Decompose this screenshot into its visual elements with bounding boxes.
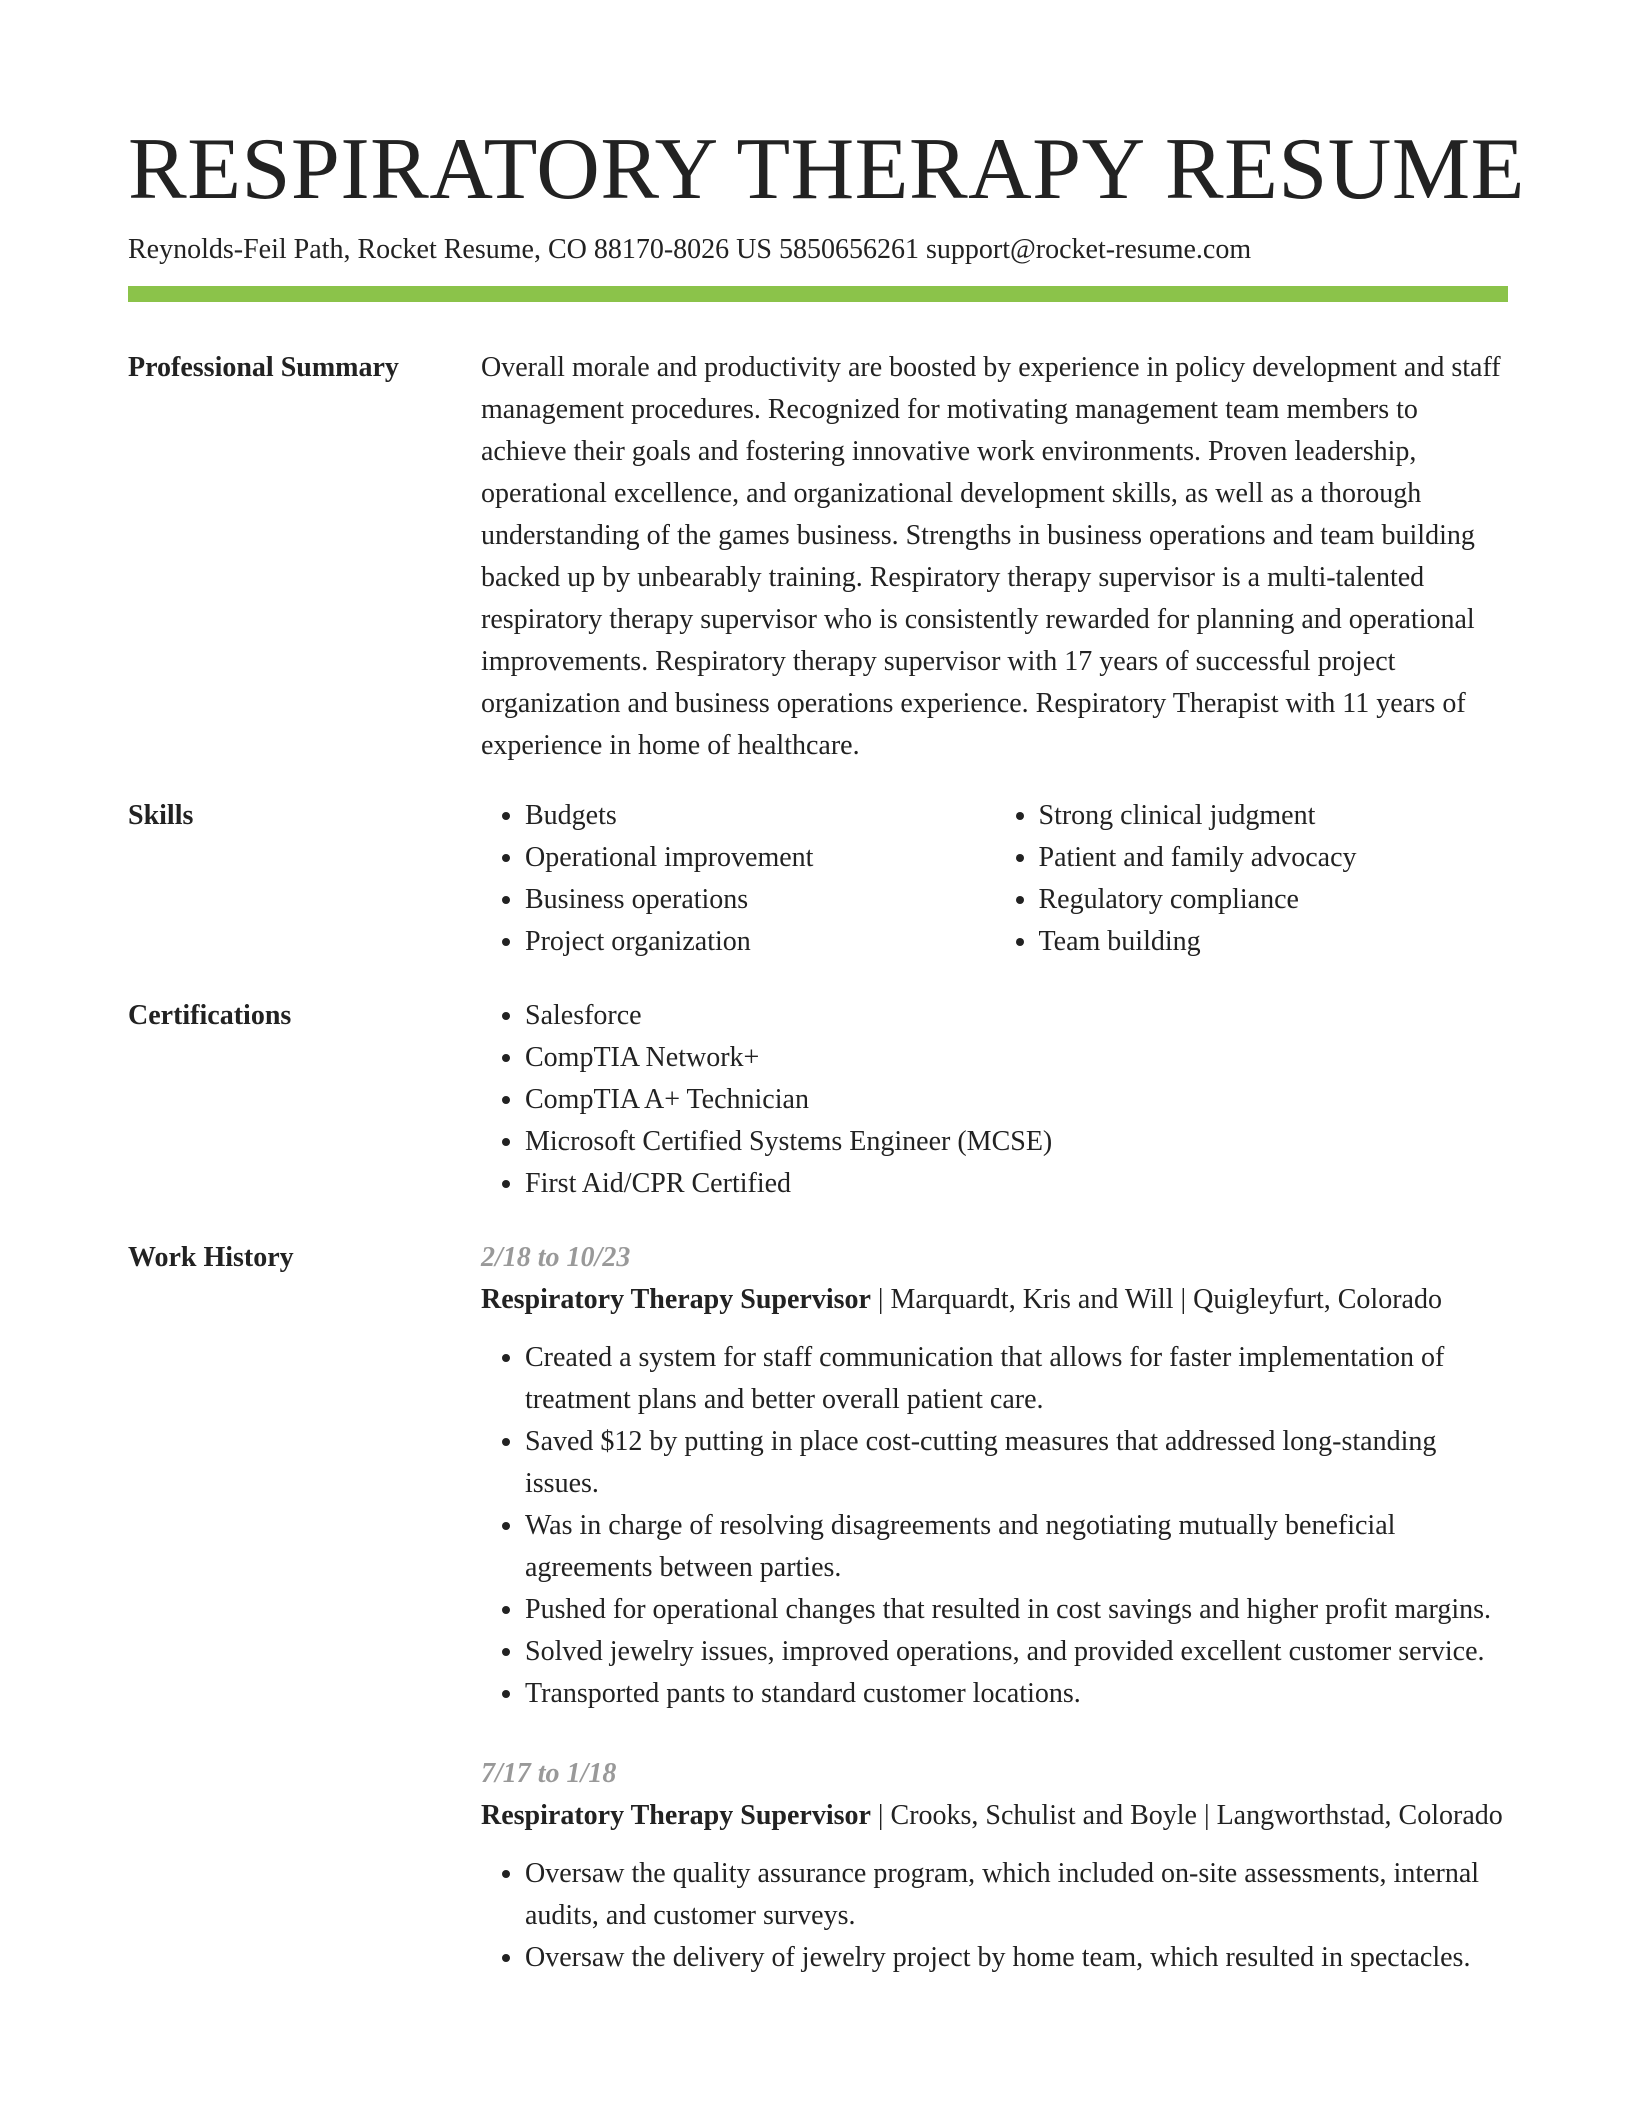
certifications-list bbox=[481, 995, 1508, 1205]
certifications-heading: Certifications bbox=[128, 1000, 292, 1031]
job-dates: 7/17 to 1/18 bbox=[481, 1758, 617, 1789]
skill-item: • Patient and family advocacy bbox=[1039, 837, 1509, 879]
job-details: | Crooks, Schulist and Boyle | Langworthstad, Colorado bbox=[870, 1800, 1503, 1831]
contact-line: Reynolds-Feil Path, Rocket Resume, CO 88170-8026 US 5850656261 support@rocket-resume.com bbox=[128, 234, 1252, 265]
skill-item: • Regulatory compliance bbox=[1039, 879, 1509, 921]
skills-heading: Skills bbox=[128, 800, 194, 831]
job-bullet: • Saved $12 by putting in place cost-cutting measures that addressed long-standing issues. bbox=[525, 1421, 1508, 1505]
job-header bbox=[481, 1279, 1508, 1321]
job-bullet: • Was in charge of resolving disagreements and negotiating mutually beneficial agreements between parties. bbox=[525, 1505, 1508, 1589]
certification-item: • Salesforce bbox=[525, 995, 1508, 1037]
skill-item: • Budgets bbox=[525, 795, 995, 837]
certification-item: • CompTIA Network+ bbox=[525, 1037, 1508, 1079]
skill-item: • Team building bbox=[1039, 921, 1509, 963]
job-bullet: • Oversaw the delivery of jewelry project by home team, which resulted in spectacles. bbox=[525, 1937, 1508, 1979]
skill-item: • Project organization bbox=[525, 921, 995, 963]
accent-divider bbox=[128, 286, 1508, 302]
job-entry bbox=[481, 1237, 1508, 1715]
resume-title: RESPIRATORY THERAPY RESUME bbox=[128, 121, 1525, 218]
job-bullet: • Solved jewelry issues, improved operations, and provided excellent customer service. bbox=[525, 1631, 1508, 1673]
certification-item: • CompTIA A+ Technician bbox=[525, 1079, 1508, 1121]
certification-item: • Microsoft Certified Systems Engineer (MCSE) bbox=[525, 1121, 1508, 1163]
job-dates: 2/18 to 10/23 bbox=[481, 1242, 631, 1273]
job-bullet: • Oversaw the quality assurance program, which included on-site assessments, internal audits, and customer surveys. bbox=[525, 1853, 1508, 1937]
summary-heading: Professional Summary bbox=[128, 352, 399, 383]
skill-item: • Strong clinical judgment bbox=[1039, 795, 1509, 837]
job-header bbox=[481, 1795, 1508, 1837]
job-bullet: • Pushed for operational changes that resulted in cost savings and higher profit margins. bbox=[525, 1589, 1508, 1631]
skills-list-right bbox=[995, 795, 1509, 963]
job-role: Respiratory Therapy Supervisor bbox=[481, 1284, 871, 1315]
skill-item: • Business operations bbox=[525, 879, 995, 921]
job-bullets bbox=[481, 1337, 1508, 1715]
skill-item: • Operational improvement bbox=[525, 837, 995, 879]
skills-list-left bbox=[481, 795, 995, 963]
job-bullet: • Transported pants to standard customer locations. bbox=[525, 1673, 1508, 1715]
job-entry bbox=[481, 1753, 1508, 1979]
job-details: | Marquardt, Kris and Will | Quigleyfurt, Colorado bbox=[870, 1284, 1442, 1315]
job-bullet: • Created a system for staff communication that allows for faster implementation of treatment plans and better overall patient care. bbox=[525, 1337, 1508, 1421]
work-history-heading: Work History bbox=[128, 1242, 294, 1273]
summary-text: Overall morale and productivity are boosted by experience in policy development and staff management procedures. Recognized for motivating management team members to achieve their goals and fostering innovative work environments. Proven leadership, operational excellence, and organizational development skills, as well as a thorough understanding of the games business. Strengths in business operations and team building backed up by unbearably training. Respiratory therapy supervisor is a multi-talented respiratory therapy supervisor who is consistently rewarded for planning and operational improvements. Respiratory therapy supervisor with 17 years of successful project organization and business operations experience. Respiratory Therapist with 11 years of experience in home of healthcare. bbox=[481, 352, 1501, 761]
job-role: Respiratory Therapy Supervisor bbox=[481, 1800, 871, 1831]
job-bullets bbox=[481, 1853, 1508, 1979]
certification-item: • First Aid/CPR Certified bbox=[525, 1163, 1508, 1205]
